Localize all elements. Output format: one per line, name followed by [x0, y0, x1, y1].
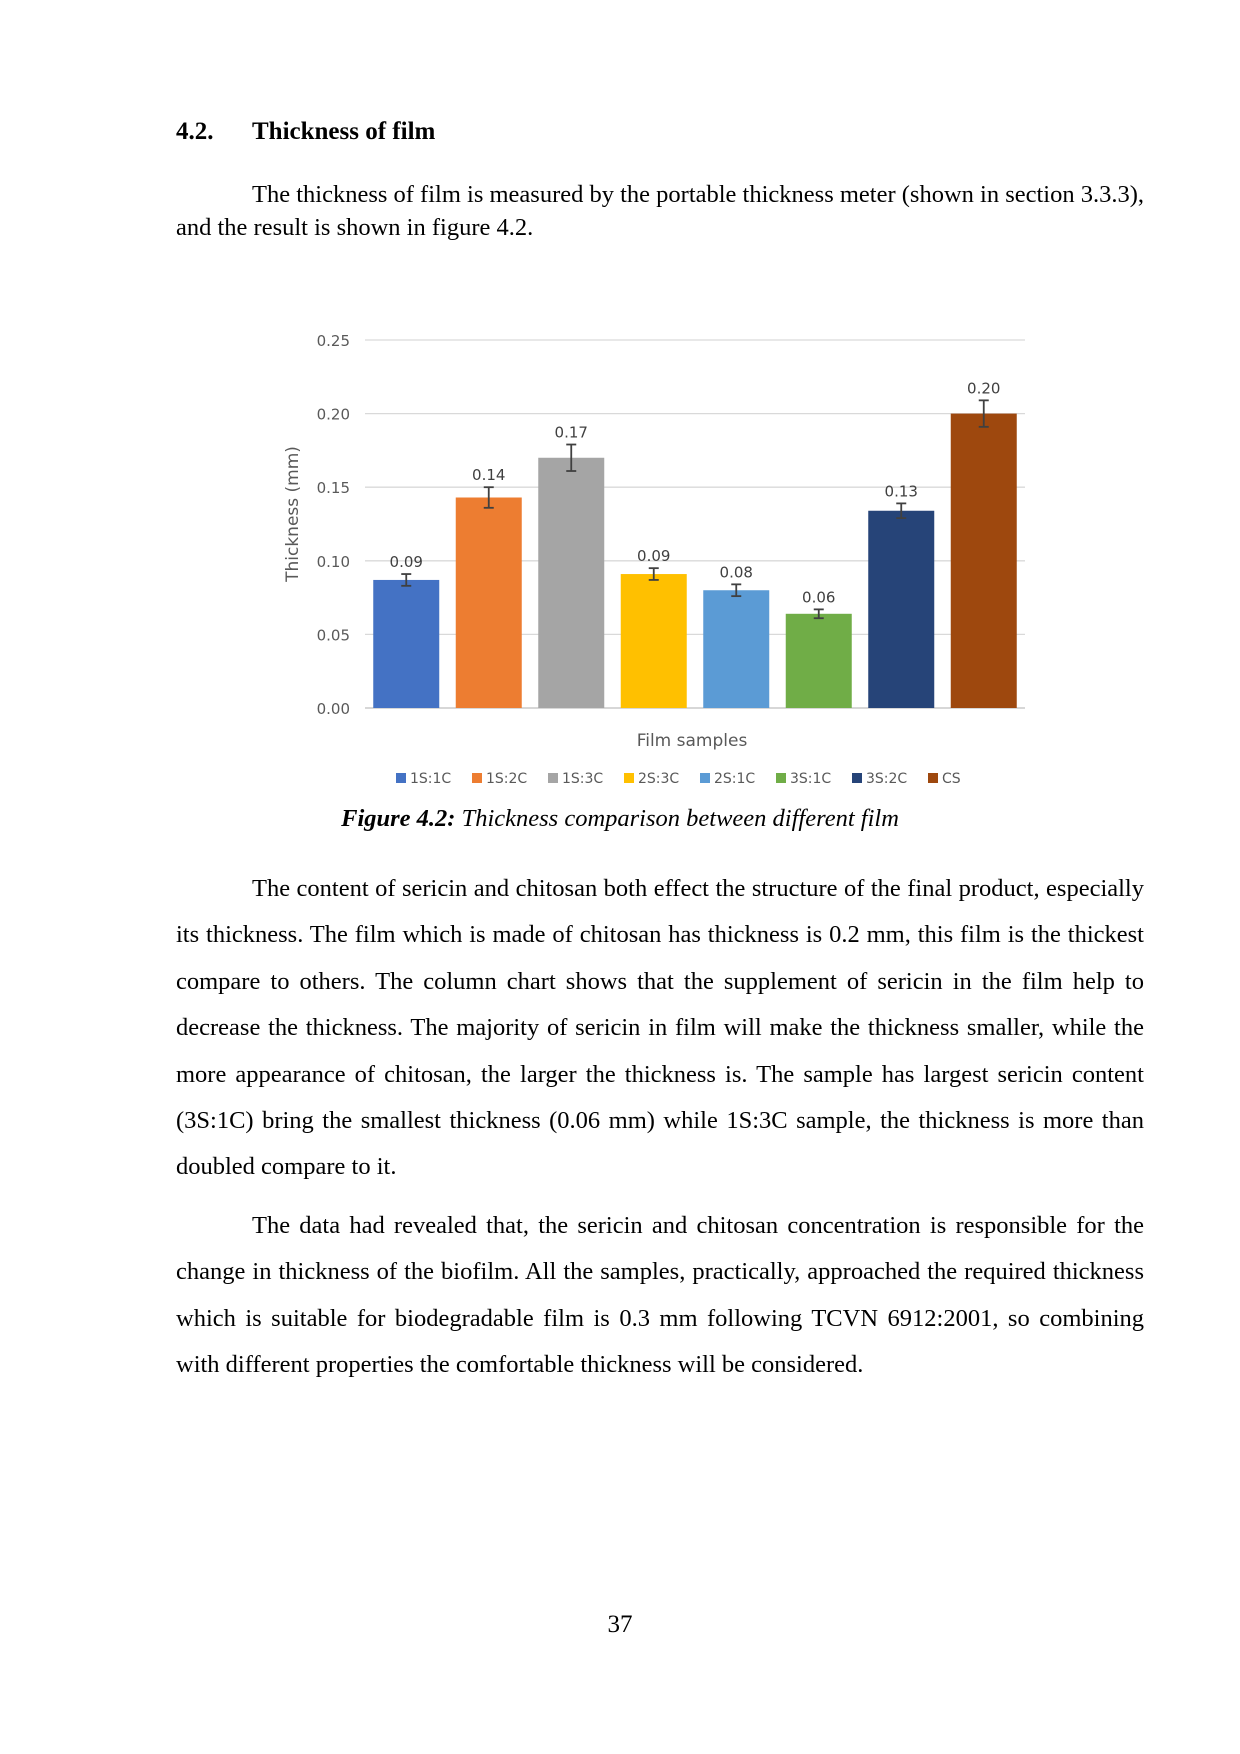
conclusion-text: The data had revealed that, the sericin and chitosan concentration is responsible for the change in thickness of the biofilm. All the samples, practically, approached the required thickness which is suitable for biodegradable film is 0.3 mm following TCVN 6912:2001, so combining with different properties the comfortable thickness will be considered. [176, 1212, 1144, 1379]
data-label: 0.09 [389, 553, 423, 572]
caption-text: Thickness comparison between different film [455, 805, 899, 832]
bar [951, 414, 1017, 708]
bar [703, 590, 769, 708]
legend-swatch [396, 773, 406, 783]
data-label: 0.20 [967, 379, 1001, 398]
data-label: 0.14 [472, 466, 506, 485]
bar [621, 574, 687, 708]
section-heading [176, 118, 435, 146]
figure-caption [0, 805, 1240, 833]
y-tick-label: 0.05 [316, 626, 350, 645]
intro-paragraph [176, 178, 1144, 244]
y-tick-label: 0.25 [316, 332, 350, 350]
legend-swatch [776, 773, 786, 783]
y-tick-label: 0.10 [316, 552, 350, 571]
section-number: 4.2. [176, 118, 214, 145]
x-axis-label: Film samples [636, 731, 748, 751]
data-label: 0.17 [554, 423, 588, 442]
y-tick-label: 0.00 [316, 700, 350, 718]
bar [538, 458, 604, 708]
y-tick-label: 0.15 [316, 479, 350, 498]
legend-label: 1S:1C [410, 771, 452, 787]
legend-label: CS [942, 771, 961, 787]
legend-swatch [852, 773, 862, 783]
data-label: 0.09 [637, 547, 671, 566]
data-label: 0.08 [719, 563, 753, 582]
chart-legend [396, 771, 961, 787]
legend-swatch [548, 773, 558, 783]
data-label: 0.13 [884, 482, 918, 501]
page-number: 37 [607, 1611, 633, 1638]
bar [786, 614, 852, 708]
legend-swatch [928, 773, 938, 783]
section-title: Thickness of film [252, 118, 436, 145]
legend-swatch [624, 773, 634, 783]
thickness-bar-chart [270, 318, 1050, 798]
legend-label: 3S:1C [790, 771, 832, 787]
caption-prefix: Figure 4.2: [341, 805, 456, 832]
conclusion-paragraph [176, 1203, 1144, 1389]
discussion-text: The content of sericin and chitosan both effect the structure of the final product, especially its thickness. The film which is made of chitosan has thickness is 0.2 mm, this film is the thickest compare to others. The column chart shows that the supplement of sericin in the film help to decrease the thickness. The majority of sericin in film will make the thickness smaller, while the more appearance of chitosan, the larger the thickness is. The sample has largest sericin content (3S:1C) bring the smallest thickness (0.06 mm) while 1S:3C sample, the thickness is more than doubled compare to it. [176, 875, 1144, 1181]
legend-label: 2S:1C [714, 771, 756, 787]
legend-label: 3S:2C [866, 771, 908, 787]
bar [868, 511, 934, 708]
legend-label: 1S:3C [562, 771, 604, 787]
legend-swatch [472, 773, 482, 783]
y-tick-label: 0.20 [316, 405, 350, 424]
bar [456, 498, 522, 708]
y-axis-label: Thickness (mm) [283, 446, 303, 582]
legend-label: 2S:3C [638, 771, 680, 787]
intro-text: The thickness of film is measured by the portable thickness meter (shown in section 3.3.3), and the result is shown in figure 4.2. [176, 181, 1145, 241]
bar [373, 580, 439, 708]
legend-swatch [700, 773, 710, 783]
legend-label: 1S:2C [486, 771, 528, 787]
y-tick-labels [317, 332, 350, 718]
data-label: 0.06 [802, 588, 836, 607]
discussion-paragraph [176, 866, 1144, 1191]
